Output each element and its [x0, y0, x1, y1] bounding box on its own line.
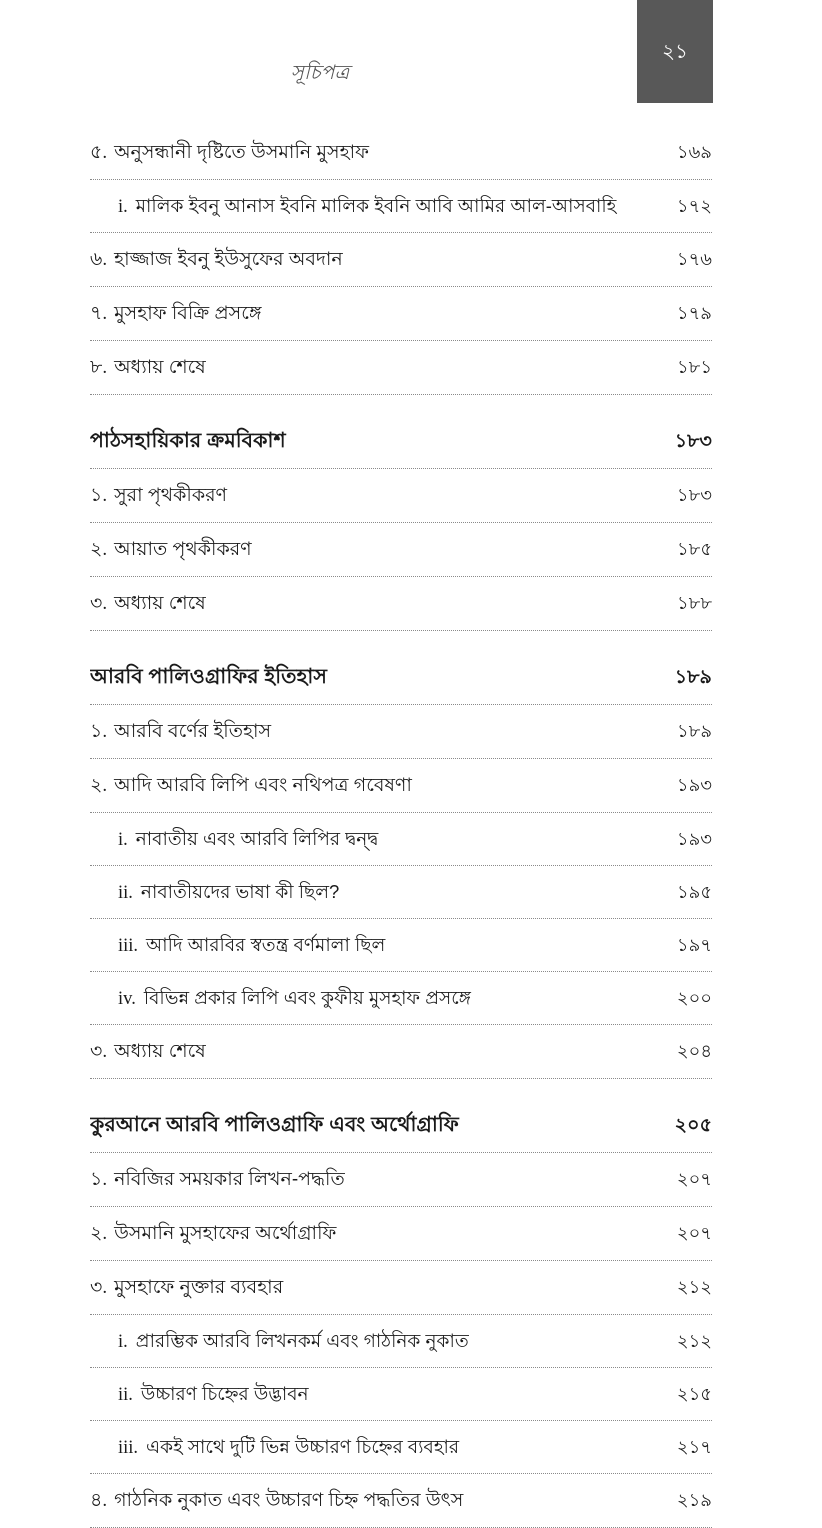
toc-entry-title: বিভিন্ন প্রকার লিপি এবং কুফীয় মুসহাফ প্রসঙ্গে: [143, 987, 471, 1008]
toc-entry-label: [90, 717, 642, 749]
toc-section-row[interactable]: [90, 1093, 712, 1153]
toc-entry-row[interactable]: [90, 233, 712, 287]
toc-entry-title: উচ্চারণ চিহ্নের উদ্ভাবন: [140, 1383, 309, 1404]
toc-entry-label: [90, 353, 642, 385]
toc-entry-title: মুসহাফ বিক্রি প্রসঙ্গে: [114, 303, 262, 324]
toc-entry-title: সুরা পৃথকীকরণ: [114, 485, 228, 506]
toc-entry-row[interactable]: [90, 1153, 712, 1207]
table-of-contents: [90, 126, 712, 1528]
toc-entry-row[interactable]: [90, 341, 712, 395]
toc-entry-label: [90, 1273, 642, 1305]
toc-page-number: ১৭৬: [676, 249, 712, 269]
toc-entry-label: [90, 1165, 642, 1197]
toc-entry-title: উসমানি মুসহাফের অর্থোগ্রাফি: [114, 1223, 337, 1244]
toc-page-number: ১৮৮: [676, 593, 712, 613]
toc-entry-title: আয়াত পৃথকীকরণ: [114, 539, 252, 560]
toc-entry-label: [118, 192, 642, 223]
toc-page-number: ২০০: [676, 988, 712, 1008]
toc-entry-label: [90, 245, 642, 277]
toc-entry-row[interactable]: [90, 1421, 712, 1474]
toc-entry-label: [118, 1327, 642, 1358]
toc-number-marker: ৬.: [90, 249, 108, 270]
toc-entry-label: [90, 425, 642, 459]
toc-roman-marker: ii.: [118, 883, 133, 903]
folio-number: ২১: [662, 40, 688, 63]
toc-entry-row[interactable]: [90, 866, 712, 919]
toc-number-marker: ২.: [90, 539, 108, 560]
toc-page-number: ১৯৩: [676, 775, 712, 795]
toc-entry-title: প্রারম্ভিক আরবি লিখনকর্ম এবং গাঠনিক নুকাত: [135, 1330, 469, 1351]
toc-page-number: ১৮১: [676, 357, 712, 377]
toc-entry-title: পাঠসহায়িকার ক্রমবিকাশ: [90, 429, 286, 452]
toc-page-number: ২১৭: [676, 1437, 712, 1457]
toc-roman-marker: iii.: [118, 936, 139, 956]
toc-page-number: ২১২: [676, 1331, 712, 1351]
toc-page-number: ২১২: [676, 1277, 712, 1297]
toc-entry-title: হাজ্জাজ ইবনু ইউসুফের অবদান: [114, 249, 343, 270]
toc-entry-row[interactable]: [90, 126, 712, 180]
toc-page-number: ২০৪: [676, 1041, 712, 1061]
toc-entry-title: কুরআনে আরবি পালিওগ্রাফি এবং অর্থোগ্রাফি: [90, 1113, 459, 1136]
toc-entry-label: [118, 1380, 642, 1411]
toc-page-number: ১৯৫: [676, 882, 712, 902]
toc-entry-label: [90, 299, 642, 331]
toc-roman-marker: iii.: [118, 1438, 139, 1458]
toc-entry-label: [90, 138, 642, 170]
toc-page-number: ২১৫: [676, 1384, 712, 1404]
toc-roman-marker: i.: [118, 1332, 128, 1352]
toc-page-number: ২১৯: [676, 1490, 712, 1510]
toc-page-number: ১৭৯: [676, 303, 712, 323]
toc-entry-row[interactable]: [90, 1207, 712, 1261]
toc-entry-label: [90, 535, 642, 567]
toc-entry-title: আদি আরবির স্বতন্ত্র বর্ণমালা ছিল: [146, 934, 386, 955]
toc-page-number: ১৮৯: [676, 721, 712, 741]
toc-entry-row[interactable]: [90, 813, 712, 866]
toc-entry-row[interactable]: [90, 972, 712, 1025]
toc-entry-label: [118, 825, 642, 856]
toc-entry-title: নাবাতীয়দের ভাষা কী ছিল?: [140, 881, 340, 902]
toc-entry-row[interactable]: [90, 1368, 712, 1421]
toc-number-marker: ৫.: [90, 142, 108, 163]
toc-entry-label: [118, 931, 642, 962]
toc-number-marker: ৩.: [90, 1277, 108, 1298]
toc-entry-row[interactable]: [90, 759, 712, 813]
toc-entry-label: [118, 878, 642, 909]
toc-number-marker: ৩.: [90, 593, 108, 614]
toc-entry-title: একই সাথে দুটি ভিন্ন উচ্চারণ চিহ্নের ব্যবহার: [146, 1436, 460, 1457]
toc-page-number: ১৮৩: [674, 431, 712, 452]
toc-roman-marker: ii.: [118, 1385, 133, 1405]
toc-entry-title: মুসহাফে নুক্তার ব্যবহার: [114, 1277, 284, 1298]
toc-page-number: ২০৭: [676, 1223, 712, 1243]
toc-number-marker: ২.: [90, 775, 108, 796]
toc-entry-row[interactable]: [90, 1315, 712, 1368]
toc-page-number: ১৯৩: [676, 829, 712, 849]
toc-entry-label: [90, 589, 642, 621]
toc-entry-title: আদি আরবি লিপি এবং নথিপত্র গবেষণা: [114, 775, 412, 796]
toc-entry-label: [90, 1219, 642, 1251]
toc-entry-title: অধ্যায় শেষে: [114, 357, 206, 378]
toc-number-marker: ৮.: [90, 357, 108, 378]
toc-entry-row[interactable]: [90, 523, 712, 577]
toc-entry-label: [90, 481, 642, 513]
toc-entry-title: আরবি পালিওগ্রাফির ইতিহাস: [90, 665, 328, 688]
toc-entry-row[interactable]: [90, 705, 712, 759]
toc-section-row[interactable]: [90, 645, 712, 705]
toc-entry-title: মালিক ইবনু আনাস ইবনি মালিক ইবনি আবি আমির আল-আসবাহি: [135, 195, 617, 216]
toc-page-number: ১৮৫: [676, 539, 712, 559]
toc-entry-title: নবিজির সময়কার লিখন-পদ্ধতি: [114, 1169, 345, 1190]
toc-roman-marker: iv.: [118, 989, 136, 1009]
toc-entry-label: [90, 1037, 642, 1069]
toc-entry-label: [118, 1433, 642, 1464]
toc-page-number: ১৬৯: [676, 142, 712, 162]
toc-page-number: ১৯৭: [676, 935, 712, 955]
toc-page-number: ১৮৯: [674, 667, 712, 688]
toc-number-marker: ১.: [90, 721, 108, 742]
toc-number-marker: ২.: [90, 1223, 108, 1244]
toc-entry-row[interactable]: [90, 180, 712, 233]
toc-section-row[interactable]: [90, 409, 712, 469]
toc-entry-label: [90, 1109, 642, 1143]
toc-entry-title: অধ্যায় শেষে: [114, 593, 206, 614]
toc-entry-row[interactable]: [90, 287, 712, 341]
toc-roman-marker: i.: [118, 197, 128, 217]
toc-entry-title: অধ্যায় শেষে: [114, 1041, 206, 1062]
running-header: [0, 0, 822, 104]
toc-entry-title: অনুসন্ধানী দৃষ্টিতে উসমানি মুসহাফ: [114, 142, 369, 163]
toc-entry-row[interactable]: [90, 919, 712, 972]
toc-entry-label: [90, 661, 642, 695]
toc-entry-row[interactable]: [90, 469, 712, 523]
folio-box: [637, 0, 713, 103]
toc-page-number: ১৮৩: [676, 485, 712, 505]
toc-number-marker: ৪.: [90, 1490, 108, 1511]
toc-number-marker: ১.: [90, 485, 108, 506]
toc-entry-title: গাঠনিক নুকাত এবং উচ্চারণ চিহ্ন পদ্ধতির উৎস: [114, 1490, 464, 1511]
header-title: সূচিপত্র: [290, 62, 350, 84]
toc-entry-label: [90, 1486, 642, 1518]
toc-entry-label: [90, 771, 642, 803]
toc-entry-row[interactable]: [90, 1474, 712, 1528]
toc-entry-title: আরবি বর্ণের ইতিহাস: [114, 721, 272, 742]
toc-entry-row[interactable]: [90, 1025, 712, 1079]
toc-roman-marker: i.: [118, 830, 128, 850]
toc-page-number: ১৭২: [676, 196, 712, 216]
toc-entry-label: [118, 984, 642, 1015]
toc-number-marker: ৩.: [90, 1041, 108, 1062]
toc-entry-title: নাবাতীয় এবং আরবি লিপির দ্বন্দ্ব: [135, 828, 379, 849]
toc-page-number: ২০৫: [674, 1115, 712, 1136]
toc-number-marker: ১.: [90, 1169, 108, 1190]
toc-entry-row[interactable]: [90, 1261, 712, 1315]
toc-entry-row[interactable]: [90, 577, 712, 631]
toc-number-marker: ৭.: [90, 303, 108, 324]
toc-page-number: ২০৭: [676, 1169, 712, 1189]
